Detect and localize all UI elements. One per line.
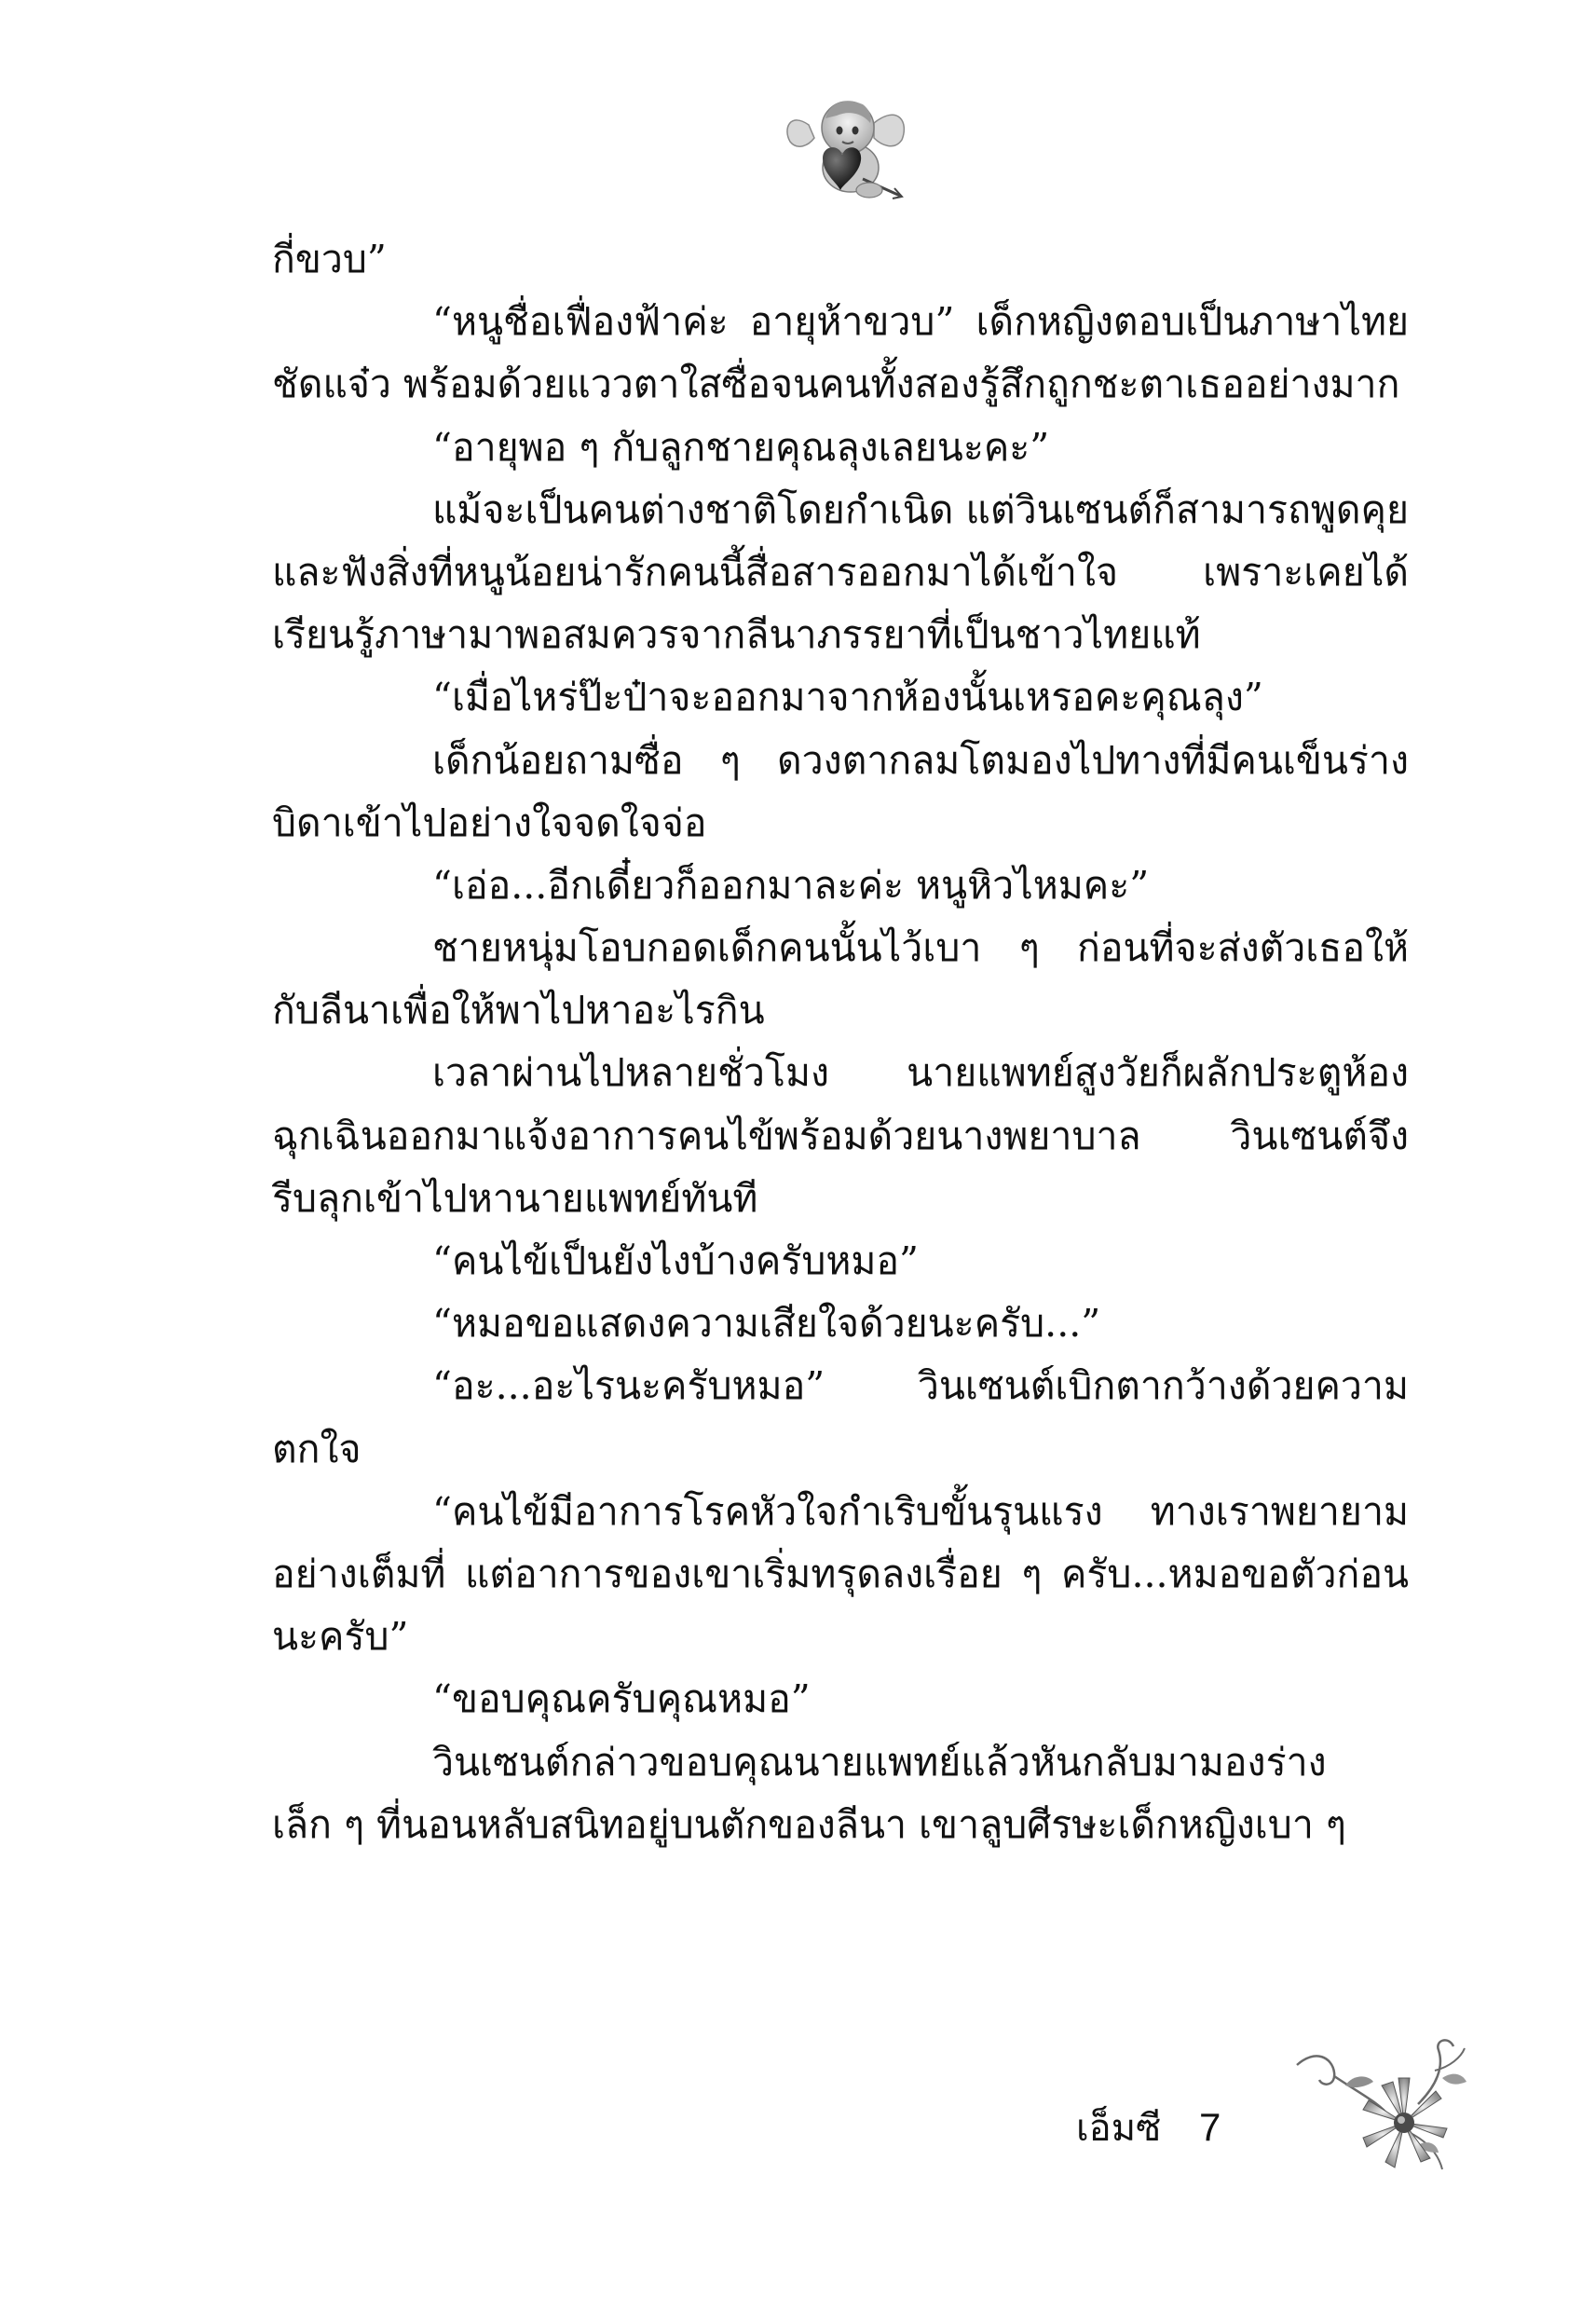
- paragraph: [272, 1481, 1409, 1669]
- text-line: และฟังสิ่งที่หนูน้อยน่ารักคนนี้สื่อสารออกมาได้เข้าใจ เพราะเคยได้: [272, 549, 1409, 595]
- paragraph: [272, 228, 1409, 291]
- text-line: อย่างเต็มที่ แต่อาการของเขาเริ่มทรุดลงเรื่อย ๆ ครับ...หมอขอตัวก่อน: [272, 1551, 1409, 1596]
- text-line: ฉุกเฉินออกมาแจ้งอาการคนไข้พร้อมด้วยนางพยาบาล วินเซนต์จึง: [272, 1113, 1409, 1158]
- paragraph: [272, 855, 1409, 917]
- text-line: “หนูชื่อเฟื่องฟ้าค่ะ อายุห้าขวบ” เด็กหญิงตอบเป็นภาษาไทย: [432, 299, 1409, 345]
- paragraph: [272, 1230, 1409, 1292]
- text-line: เด็กน้อยถามซื่อ ๆ ดวงตากลมโตมองไปทางที่มีคนเข็นร่าง: [432, 737, 1409, 783]
- text-line: นะครับ”: [272, 1614, 409, 1660]
- paragraph: [272, 666, 1409, 729]
- text-line: “หมอขอแสดงความเสียใจด้วยนะครับ...”: [432, 1301, 1101, 1347]
- paragraph: [272, 1042, 1409, 1230]
- page-footer: [1076, 2104, 1221, 2152]
- paragraph: [272, 730, 1409, 855]
- text-line: “ขอบคุณครับคุณหมอ”: [432, 1676, 811, 1722]
- text-line: “อายุพอ ๆ กับลูกชายคุณลุงเลยนะคะ”: [432, 424, 1050, 470]
- text-line: “เอ่อ...อีกเดี๋ยวก็ออกมาละค่ะ หนูหิวไหมคะ”: [432, 862, 1150, 908]
- text-line: เวลาผ่านไปหลายชั่วโมง นายแพทย์สูงวัยก็ผลักประตูห้อง: [432, 1050, 1409, 1096]
- paragraph: [272, 1731, 1409, 1856]
- text-line: กี่ขวบ”: [272, 237, 387, 281]
- story-text: [272, 228, 1409, 1856]
- text-line: ตกใจ: [272, 1426, 361, 1471]
- paragraph: [272, 1355, 1409, 1480]
- page-number: 7: [1198, 2105, 1221, 2149]
- text-line: “คนไข้เป็นยังไงบ้างครับหมอ”: [432, 1238, 919, 1283]
- text-line: แม้จะเป็นคนต่างชาติโดยกำเนิด แต่วินเซนต์ก็สามารถพูดคุย: [432, 486, 1409, 532]
- text-line: ชัดแจ๋ว พร้อมด้วยแววตาใสซื่อจนคนทั้งสองรู้สึกถูกชะตาเธออย่างมาก: [272, 362, 1400, 407]
- text-line: กับลีนาเพื่อให้พาไปหาอะไรกิน: [272, 988, 765, 1033]
- paragraph: [272, 479, 1409, 667]
- paragraph: [272, 291, 1409, 416]
- paragraph: [272, 417, 1409, 479]
- paragraph: [272, 917, 1409, 1042]
- text-line: ชายหนุ่มโอบกอดเด็กคนนั้นไว้เบา ๆ ก่อนที่จะส่งตัวเธอให้: [432, 925, 1409, 971]
- cupid-heart-icon: [781, 86, 911, 207]
- text-line: เล็ก ๆ ที่นอนหลับสนิทอยู่บนตักของลีนา เขาลูบศีรษะเด็กหญิงเบา ๆ: [272, 1801, 1346, 1847]
- text-line: บิดาเข้าไปอย่างใจจดใจจ่อ: [272, 800, 707, 845]
- text-line: วินเซนต์กล่าวขอบคุณนายแพทย์แล้วหันกลับมามองร่าง: [432, 1739, 1327, 1785]
- text-line: “คนไข้มีอาการโรคหัวใจกำเริบขั้นรุนแรง ทางเราพยายาม: [432, 1488, 1409, 1534]
- paragraph: [272, 1292, 1409, 1355]
- text-line: เรียนรู้ภาษามาพอสมควรจากลีนาภรรยาที่เป็นชาวไทยแท้: [272, 612, 1201, 658]
- text-line: รีบลุกเข้าไปหานายแพทย์ทันที: [272, 1175, 758, 1221]
- paragraph: [272, 1668, 1409, 1730]
- text-line: “เมื่อไหร่ป๊ะป๋าจะออกมาจากห้องนั้นเหรอคะคุณลุง”: [432, 675, 1263, 720]
- book-title: เอ็มซี: [1076, 2107, 1162, 2150]
- flower-vine-icon: [1278, 2030, 1474, 2183]
- text-line: “อะ...อะไรนะครับหมอ” วินเซนต์เบิกตากว้างด้วยความ: [432, 1363, 1409, 1409]
